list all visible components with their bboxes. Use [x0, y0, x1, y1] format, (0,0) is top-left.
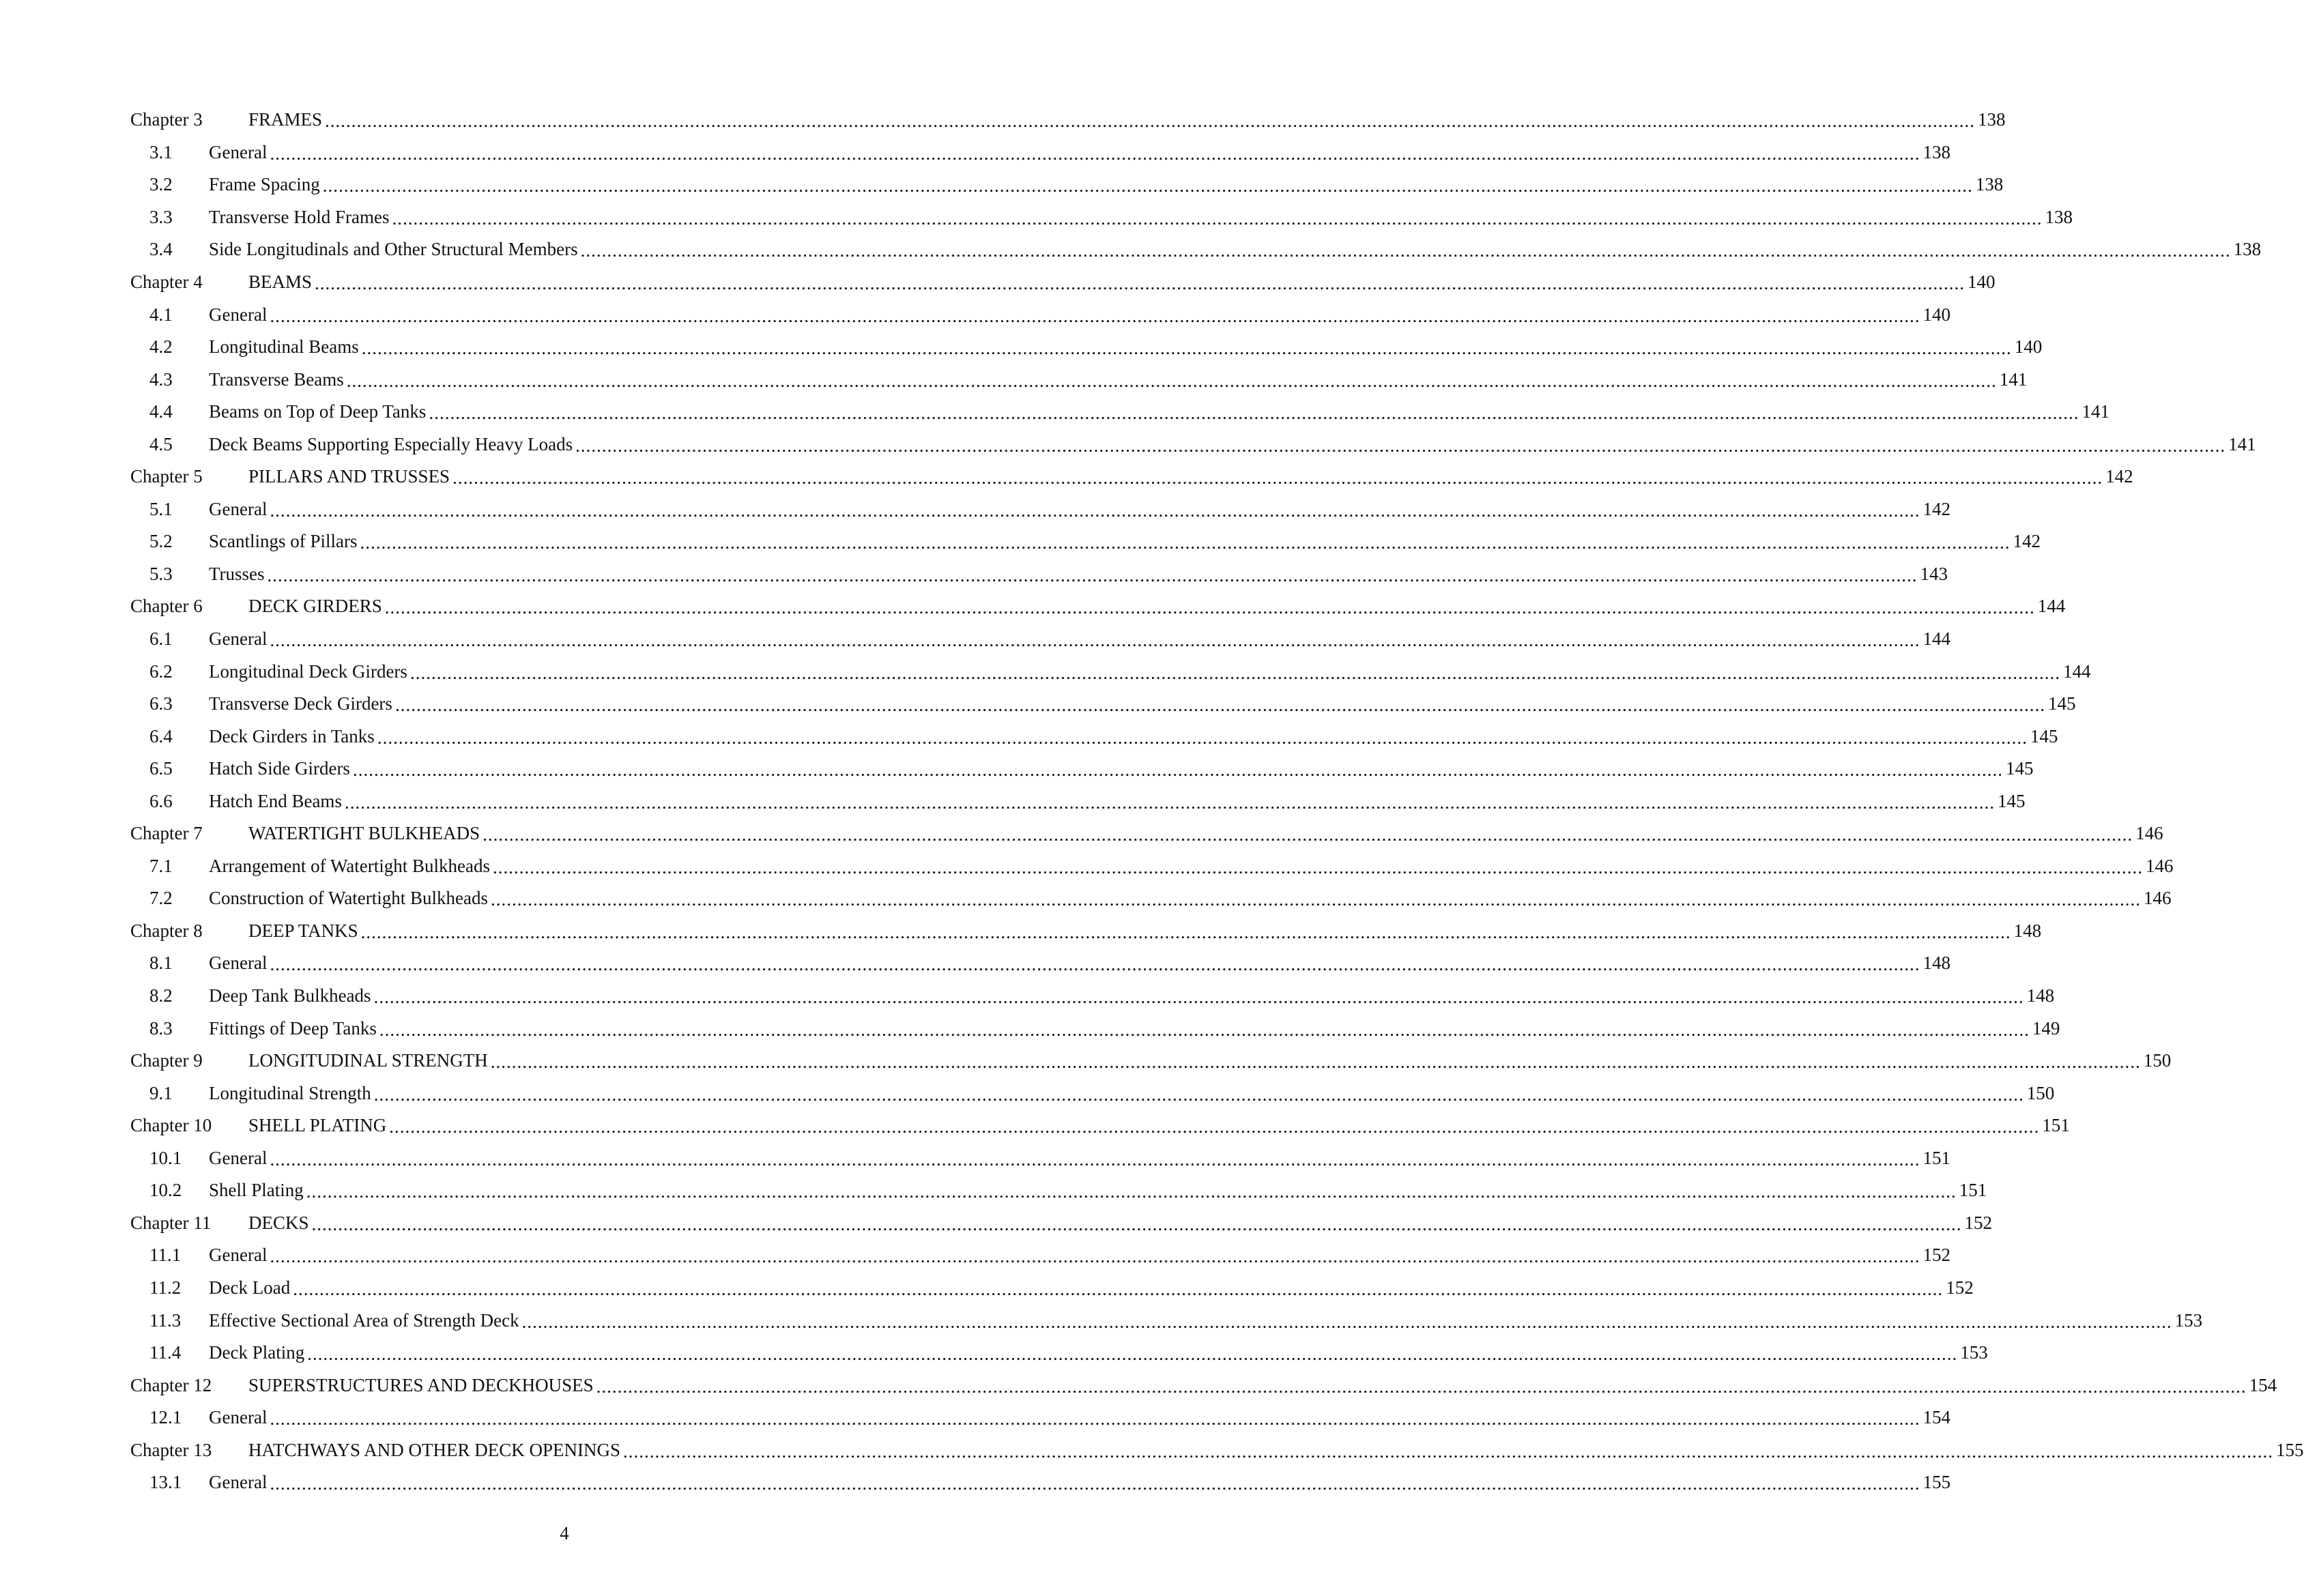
dot-leader	[345, 794, 1995, 812]
toc-entry-title: Deck Beams Supporting Especially Heavy Loads	[209, 433, 573, 454]
toc-entry-page: 140	[1923, 304, 1950, 325]
toc-entry-page: 152	[1964, 1212, 1993, 1233]
toc-section-entry	[130, 1337, 1988, 1369]
toc-entry-number: 10.1	[149, 1147, 182, 1168]
toc-entry-page: 145	[2030, 725, 2058, 746]
toc-entry-title: Transverse Hold Frames	[209, 206, 390, 227]
toc-section-entry	[130, 558, 1948, 591]
dot-leader	[491, 890, 2141, 909]
toc-entry-number: 6.5	[149, 758, 173, 779]
toc-entry-title: Fittings of Deep Tanks	[209, 1017, 377, 1039]
toc-entry-number: 4.1	[149, 304, 173, 325]
toc-chapter-entry	[130, 266, 1996, 299]
toc-entry-number: 3.2	[149, 174, 173, 195]
toc-entry-title: General	[209, 1472, 268, 1493]
toc-entry-number: 3.4	[149, 239, 173, 260]
toc-entry-page: 144	[1923, 628, 1950, 650]
toc-chapter-entry	[130, 817, 2163, 850]
dot-leader	[575, 437, 2226, 455]
dot-leader	[596, 1378, 2247, 1396]
toc-section-entry	[130, 331, 2043, 364]
toc-section-entry	[130, 980, 2055, 1013]
toc-entry-page: 151	[1923, 1147, 1950, 1168]
toc-entry-title: HATCHWAYS AND OTHER DECK OPENINGS	[248, 1439, 621, 1460]
toc-section-entry	[130, 1239, 1950, 1272]
toc-entry-title: General	[209, 1245, 268, 1266]
toc-entry-number: 4.4	[149, 401, 173, 422]
toc-entry-title: Shell Plating	[209, 1180, 304, 1201]
toc-entry-title: General	[209, 141, 268, 162]
dot-leader	[623, 1442, 2273, 1461]
toc-section-entry	[130, 882, 2172, 915]
toc-entry-title: WATERTIGHT BULKHEADS	[248, 823, 480, 844]
dot-leader	[362, 339, 2012, 358]
toc-entry-page: 148	[2013, 920, 2042, 941]
toc-entry-number: Chapter 10	[130, 1115, 212, 1136]
toc-entry-title: Deck Load	[209, 1277, 291, 1298]
toc-section-entry	[130, 233, 2262, 266]
dot-leader	[429, 404, 2079, 422]
toc-section-entry	[130, 688, 2076, 721]
toc-entry-number: 8.3	[149, 1017, 173, 1039]
toc-entry-number: 13.1	[149, 1472, 182, 1493]
toc-entry-number: 6.1	[149, 628, 173, 650]
toc-section-entry	[130, 201, 2073, 234]
toc-section-entry	[130, 785, 2026, 817]
dot-leader	[353, 761, 2003, 779]
toc-entry-number: Chapter 13	[130, 1439, 212, 1460]
toc-entry-number: 7.1	[149, 855, 173, 876]
dot-leader	[379, 1021, 2030, 1039]
toc-section-entry	[130, 525, 2041, 558]
toc-chapter-entry	[130, 104, 2006, 136]
toc-entry-number: 11.3	[149, 1309, 182, 1331]
toc-entry-title: Longitudinal Beams	[209, 336, 359, 358]
dot-leader	[374, 1086, 2024, 1104]
dot-leader	[270, 1150, 1920, 1169]
toc-entry-title: Side Longitudinals and Other Structural Members	[209, 239, 578, 260]
toc-entry-title: General	[209, 1147, 268, 1168]
toc-entry-title: Longitudinal Strength	[209, 1082, 371, 1103]
toc-section-entry	[130, 136, 1950, 169]
toc-entry-title: DECKS	[248, 1212, 309, 1233]
toc-section-entry	[130, 753, 2034, 785]
toc-section-entry	[130, 396, 2109, 429]
toc-entry-page: 149	[2032, 1017, 2060, 1039]
dot-leader	[307, 1345, 1957, 1363]
toc-entry-number: 8.1	[149, 953, 173, 974]
dot-leader	[360, 534, 2011, 552]
dot-leader	[270, 631, 1920, 650]
toc-entry-page: 138	[2045, 206, 2073, 227]
toc-entry-number: 6.6	[149, 790, 173, 811]
toc-entry-title: Deck Plating	[209, 1342, 305, 1363]
toc-entry-number: 4.5	[149, 433, 173, 454]
toc-section-entry	[130, 850, 2174, 883]
toc-entry-page: 141	[1999, 368, 2028, 390]
toc-entry-page: 146	[2145, 855, 2174, 876]
toc-chapter-entry	[130, 1434, 2304, 1466]
dot-leader	[270, 1410, 1920, 1428]
toc-entry-number: Chapter 11	[130, 1212, 212, 1233]
toc-entry-number: 5.3	[149, 563, 173, 584]
toc-entry-page: 138	[2233, 239, 2262, 260]
toc-entry-page: 148	[2026, 985, 2055, 1006]
toc-entry-title: PILLARS AND TRUSSES	[248, 466, 450, 487]
toc-entry-title: Trusses	[209, 563, 265, 584]
dot-leader	[452, 469, 2103, 487]
dot-leader	[491, 1053, 2141, 1071]
dot-leader	[483, 826, 2133, 844]
toc-entry-page: 145	[2047, 693, 2076, 714]
toc-entry-number: 8.2	[149, 985, 173, 1006]
dot-leader	[306, 1183, 1957, 1201]
toc-section-entry	[130, 363, 2028, 396]
toc-entry-title: SHELL PLATING	[248, 1115, 387, 1136]
toc-section-entry	[130, 298, 1950, 331]
toc-entry-number: 5.1	[149, 498, 173, 519]
toc-entry-page: 145	[2005, 758, 2034, 779]
toc-section-entry	[130, 655, 2091, 688]
toc-entry-title: LONGITUDINAL STRENGTH	[248, 1050, 488, 1071]
toc-entry-title: General	[209, 498, 268, 519]
toc-section-entry	[130, 1142, 1950, 1175]
toc-entry-number: 4.3	[149, 368, 173, 390]
dot-leader	[270, 955, 1920, 974]
toc-entry-title: Hatch Side Girders	[209, 758, 350, 779]
dot-leader	[581, 242, 2231, 260]
toc-entry-title: Arrangement of Watertight Bulkheads	[209, 855, 490, 876]
page-number: 4	[560, 1523, 569, 1543]
toc-entry-page: 150	[2026, 1082, 2055, 1103]
dot-leader	[323, 177, 1973, 195]
toc-entry-page: 141	[2228, 433, 2256, 454]
table-of-contents	[130, 104, 2304, 1499]
toc-entry-title: FRAMES	[248, 109, 323, 130]
toc-entry-page: 138	[1978, 109, 2006, 130]
dot-leader	[268, 566, 1918, 585]
toc-entry-number: Chapter 4	[130, 272, 203, 292]
toc-chapter-entry	[130, 1045, 2172, 1077]
toc-section-entry	[130, 1402, 1950, 1434]
toc-entry-page: 154	[2249, 1374, 2277, 1395]
dot-leader	[312, 1215, 1962, 1234]
toc-entry-number: 11.2	[149, 1277, 182, 1298]
toc-entry-page: 143	[1920, 563, 1948, 584]
dot-leader	[293, 1280, 1943, 1298]
toc-entry-page: 138	[1923, 141, 1950, 162]
toc-chapter-entry	[130, 915, 2042, 948]
toc-entry-page: 140	[1968, 272, 1996, 292]
toc-entry-number: 5.2	[149, 531, 173, 552]
toc-entry-number: 12.1	[149, 1407, 182, 1428]
toc-entry-page: 155	[2276, 1439, 2304, 1460]
toc-entry-page: 145	[1997, 790, 2026, 811]
toc-entry-page: 141	[2082, 401, 2109, 422]
toc-entry-title: Beams on Top of Deep Tanks	[209, 401, 427, 422]
dot-leader	[361, 923, 2011, 942]
dot-leader	[270, 1247, 1920, 1266]
toc-section-entry	[130, 1012, 2060, 1045]
toc-chapter-entry	[130, 1109, 2070, 1142]
toc-entry-number: 3.1	[149, 141, 173, 162]
dot-leader	[385, 598, 2035, 617]
toc-entry-page: 144	[2062, 661, 2091, 682]
toc-entry-number: 9.1	[149, 1082, 173, 1103]
toc-entry-page: 146	[2135, 823, 2163, 844]
toc-section-entry	[130, 1304, 2203, 1337]
toc-entry-number: 7.2	[149, 888, 173, 909]
dot-leader	[347, 372, 1997, 390]
toc-entry-title: Deck Girders in Tanks	[209, 725, 375, 746]
toc-entry-page: 152	[1946, 1277, 1974, 1298]
toc-entry-number: 4.2	[149, 336, 173, 358]
toc-entry-page: 144	[2037, 596, 2066, 617]
toc-section-entry	[130, 1272, 1974, 1305]
toc-section-entry	[130, 1466, 1950, 1499]
toc-entry-title: Effective Sectional Area of Strength Deck	[209, 1309, 519, 1331]
toc-entry-number: 11.4	[149, 1342, 182, 1363]
toc-section-entry	[130, 493, 1950, 526]
dot-leader	[374, 988, 2024, 1006]
toc-section-entry	[130, 428, 2256, 461]
toc-entry-page: 138	[1975, 174, 2004, 195]
toc-entry-page: 153	[1960, 1342, 1988, 1363]
dot-leader	[395, 696, 2045, 714]
dot-leader	[493, 858, 2143, 877]
toc-entry-page: 146	[2144, 888, 2172, 909]
toc-entry-page: 142	[2013, 531, 2041, 552]
toc-entry-number: Chapter 8	[130, 920, 203, 941]
dot-leader	[325, 112, 1975, 130]
toc-section-entry	[130, 169, 2004, 201]
toc-section-entry	[130, 1077, 2055, 1109]
toc-entry-page: 153	[2174, 1309, 2203, 1331]
toc-entry-title: DEEP TANKS	[248, 920, 358, 941]
toc-entry-number: 3.3	[149, 206, 173, 227]
toc-entry-number: Chapter 3	[130, 109, 203, 130]
toc-entry-title: Construction of Watertight Bulkheads	[209, 888, 489, 909]
toc-entry-number: Chapter 7	[130, 823, 203, 844]
toc-entry-title: Transverse Beams	[209, 368, 344, 390]
toc-entry-page: 151	[2042, 1115, 2070, 1136]
toc-entry-title: SUPERSTRUCTURES AND DECKHOUSES	[248, 1374, 594, 1395]
toc-entry-page: 150	[2143, 1050, 2172, 1071]
toc-entry-page: 142	[2105, 466, 2133, 487]
toc-entry-number: 6.4	[149, 725, 173, 746]
toc-entry-title: Frame Spacing	[209, 174, 320, 195]
toc-chapter-entry	[130, 590, 2066, 623]
dot-leader	[270, 1475, 1920, 1493]
dot-leader	[270, 307, 1920, 325]
toc-entry-title: General	[209, 1407, 268, 1428]
dot-leader	[410, 664, 2060, 682]
toc-entry-title: Hatch End Beams	[209, 790, 342, 811]
toc-entry-title: Deep Tank Bulkheads	[209, 985, 371, 1006]
toc-section-entry	[130, 720, 2058, 753]
toc-entry-number: 10.2	[149, 1180, 182, 1201]
dot-leader	[270, 502, 1920, 520]
dot-leader	[522, 1313, 2172, 1331]
toc-entry-number: 6.2	[149, 661, 173, 682]
dot-leader	[377, 729, 2028, 747]
toc-entry-page: 151	[1959, 1180, 1987, 1201]
toc-entry-number: 6.3	[149, 693, 173, 714]
toc-section-entry	[130, 623, 1950, 656]
toc-entry-number: Chapter 12	[130, 1374, 212, 1395]
toc-entry-page: 142	[1923, 498, 1950, 519]
toc-section-entry	[130, 947, 1950, 980]
toc-entry-page: 148	[1923, 953, 1950, 974]
toc-entry-title: General	[209, 953, 268, 974]
toc-entry-title: Transverse Deck Girders	[209, 693, 392, 714]
toc-entry-number: Chapter 5	[130, 466, 203, 487]
toc-section-entry	[130, 1174, 1987, 1207]
dot-leader	[389, 1118, 2039, 1136]
toc-entry-number: Chapter 6	[130, 596, 203, 617]
toc-entry-title: BEAMS	[248, 272, 313, 292]
toc-entry-title: Longitudinal Deck Girders	[209, 661, 407, 682]
toc-chapter-entry	[130, 1369, 2277, 1402]
toc-entry-number: Chapter 9	[130, 1050, 203, 1071]
dot-leader	[392, 209, 2042, 228]
dot-leader	[270, 145, 1920, 163]
toc-chapter-entry	[130, 461, 2133, 493]
toc-entry-title: DECK GIRDERS	[248, 596, 382, 617]
toc-entry-page: 152	[1923, 1245, 1950, 1266]
toc-entry-page: 155	[1923, 1472, 1950, 1493]
toc-entry-page: 140	[2014, 336, 2043, 358]
toc-entry-number: 11.1	[149, 1245, 182, 1266]
toc-entry-title: General	[209, 304, 268, 325]
toc-entry-title: Scantlings of Pillars	[209, 531, 358, 552]
dot-leader	[315, 274, 1965, 293]
toc-chapter-entry	[130, 1207, 1993, 1240]
toc-entry-page: 154	[1923, 1407, 1950, 1428]
toc-entry-title: General	[209, 628, 268, 650]
